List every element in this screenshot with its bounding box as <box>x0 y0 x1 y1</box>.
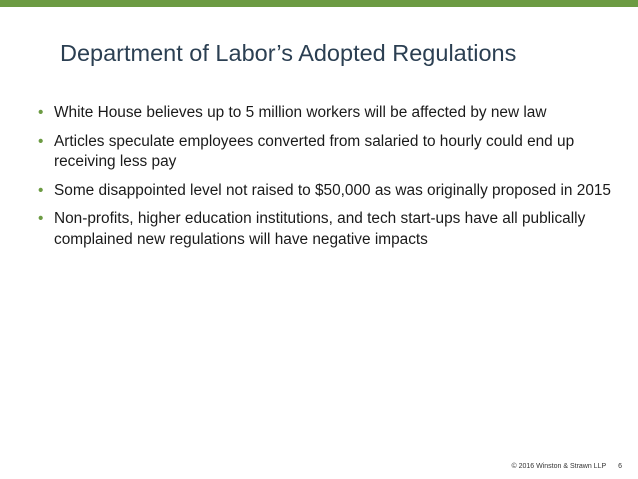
bullet-item <box>38 209 613 250</box>
page-number: 6 <box>618 463 622 470</box>
copyright-notice: © 2016 Winston & Strawn LLP <box>511 463 607 470</box>
bullet-marker: • <box>38 104 44 121</box>
slide-footer <box>511 462 622 471</box>
bullet-list <box>38 103 613 258</box>
bullet-item <box>38 103 613 124</box>
bullet-item <box>38 181 613 202</box>
bullet-marker: • <box>38 181 44 199</box>
bullet-marker: • <box>38 210 44 227</box>
bullet-text: Non-profits, higher education institutions, and tech start-ups have all publically complained new regulations will have negative impacts <box>54 210 586 248</box>
bullet-text: Articles speculate employees converted from salaried to hourly could end up receiving less pay <box>54 132 575 170</box>
bullet-text: Some disappointed level not raised to $50,000 as was originally proposed in 2015 <box>54 181 611 199</box>
bullet-item <box>38 132 613 173</box>
bullet-marker: • <box>38 132 44 150</box>
slide-title: Department of Labor’s Adopted Regulations <box>60 40 517 66</box>
top-accent-bar <box>0 0 638 7</box>
bullet-text: White House believes up to 5 million workers will be affected by new law <box>54 104 547 121</box>
